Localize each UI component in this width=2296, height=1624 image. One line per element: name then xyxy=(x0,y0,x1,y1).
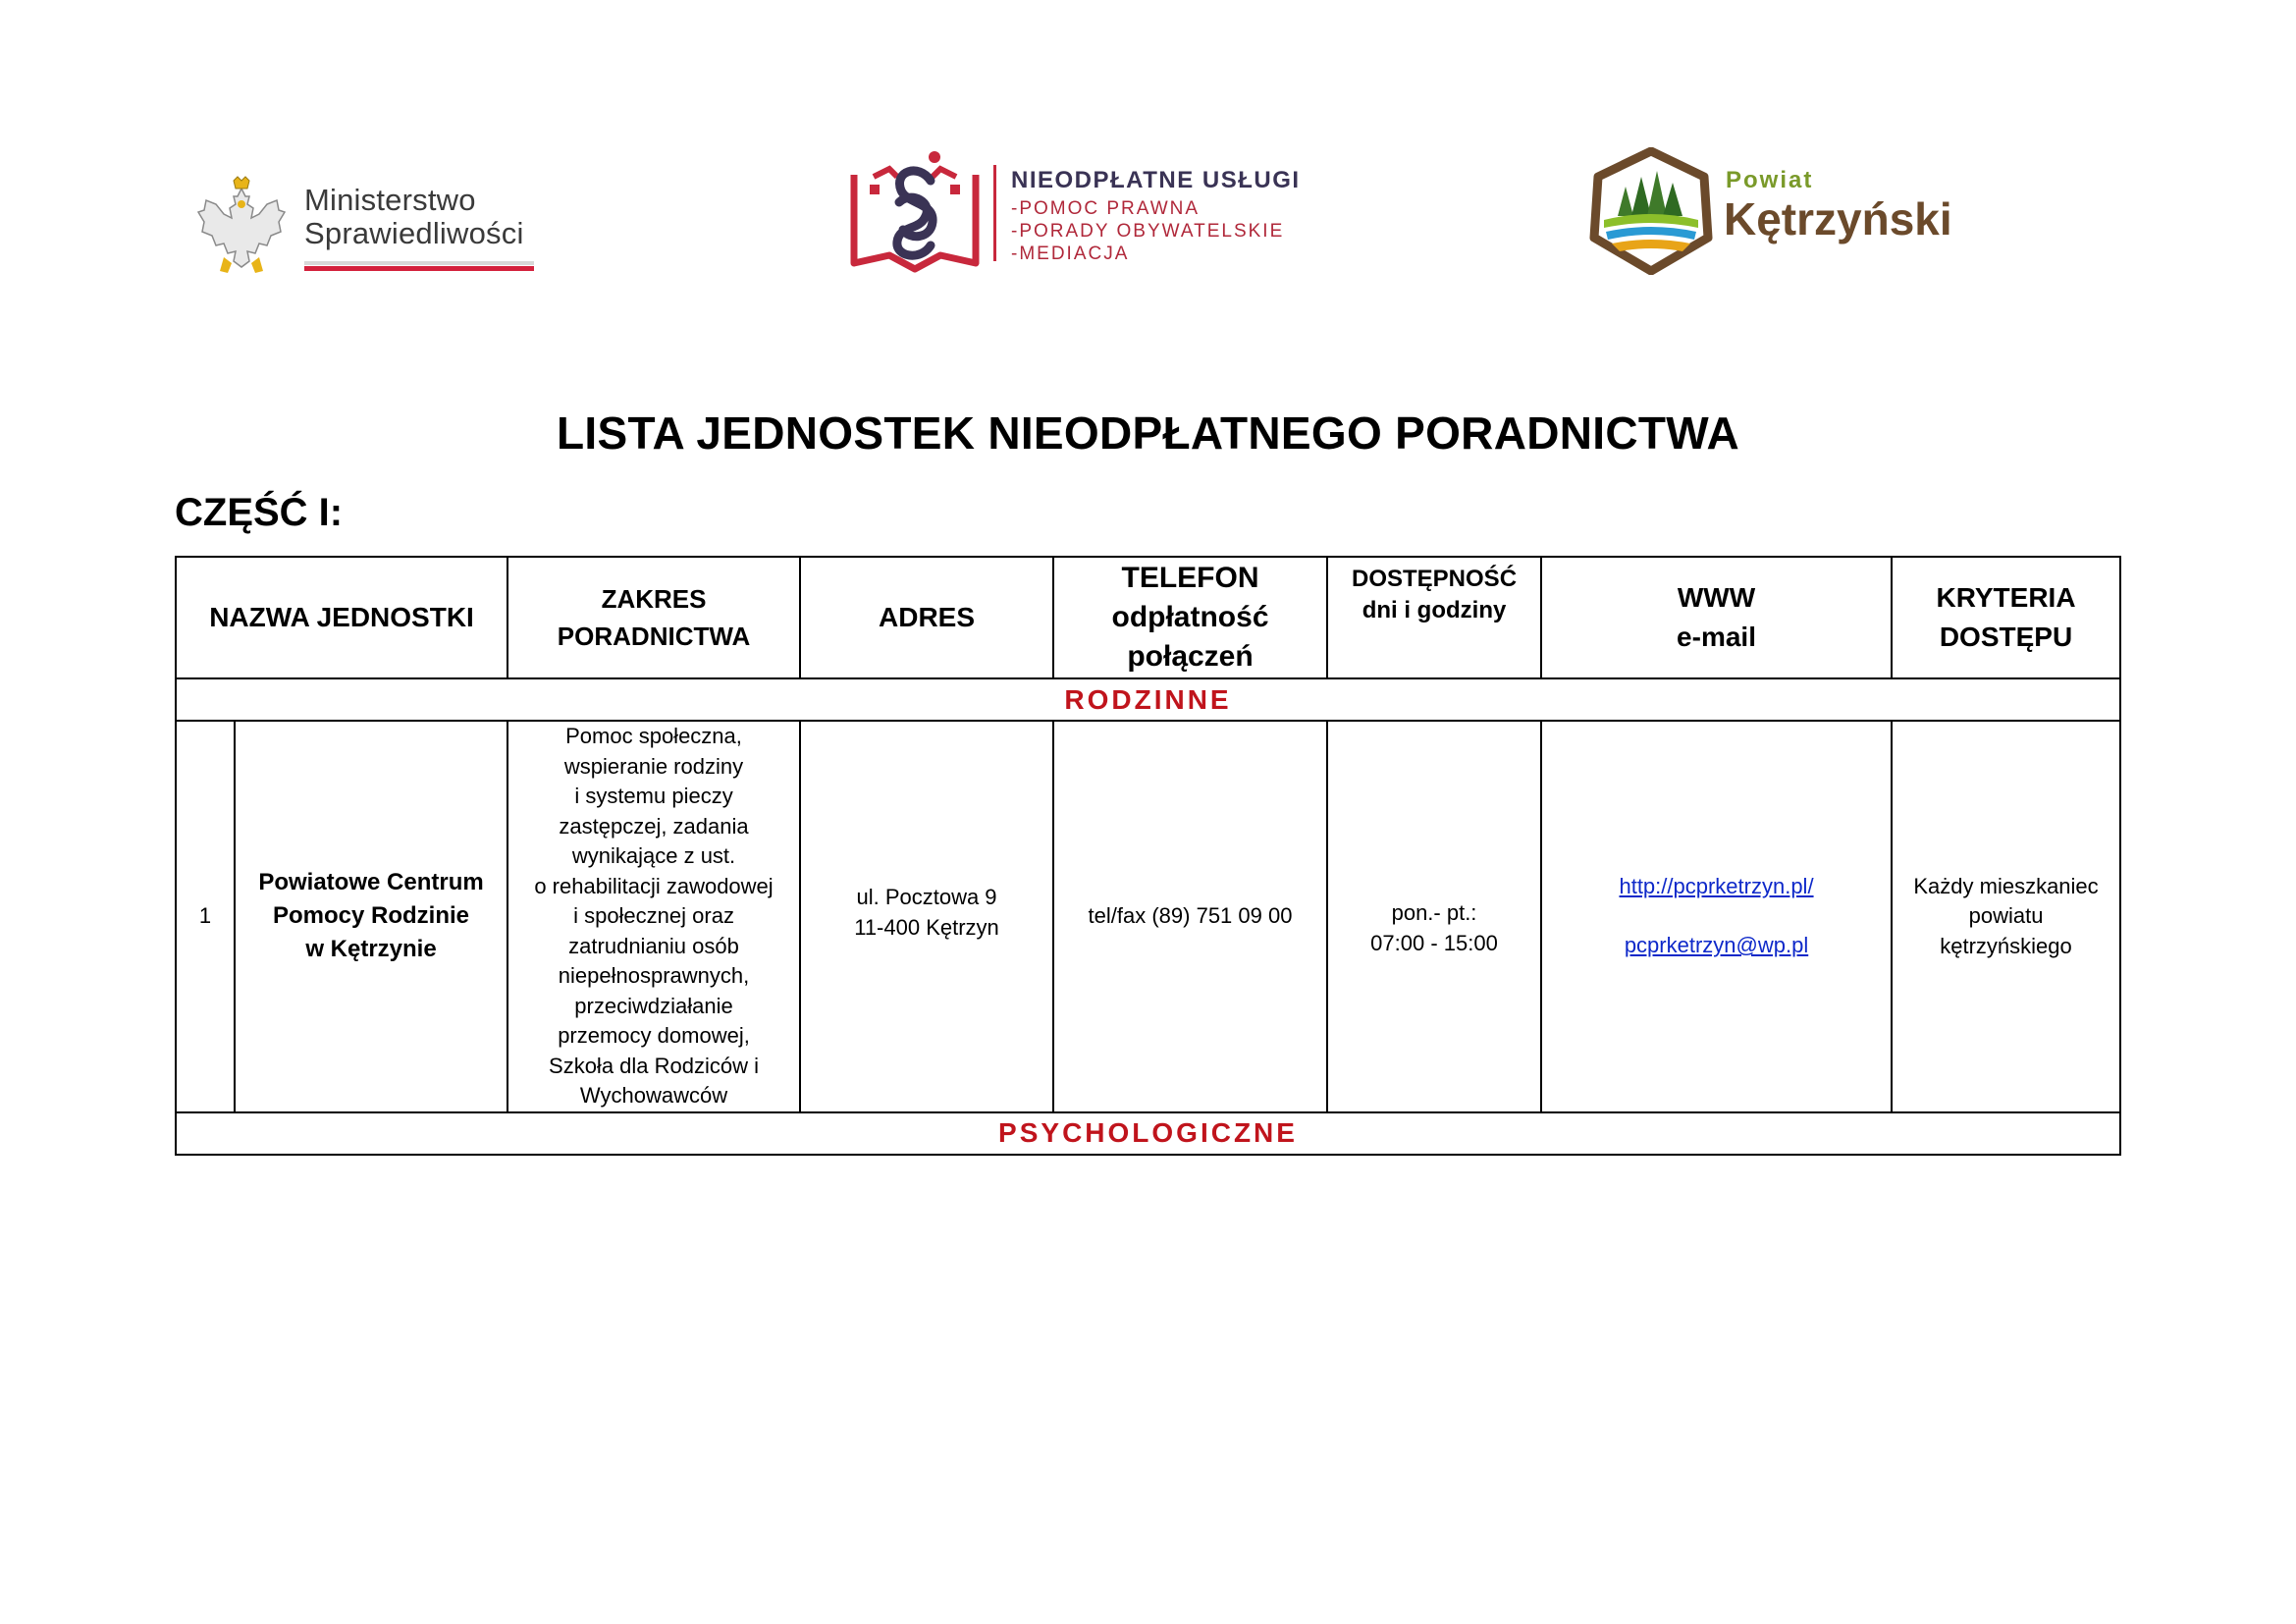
contact-spacer xyxy=(1542,901,1891,931)
ministry-logo xyxy=(194,175,548,283)
category-label: RODZINNE xyxy=(176,678,2120,721)
scope-line: i systemu pieczy xyxy=(574,784,733,808)
header-phone-line: odpłatność xyxy=(1111,601,1269,633)
unit-criteria xyxy=(1892,721,2120,1112)
scope-line: wynikające z ust. xyxy=(571,843,736,868)
website-link[interactable]: http://pcprketrzyn.pl/ xyxy=(1619,873,1814,898)
scope-line: przemocy domowej, xyxy=(558,1023,750,1048)
scope-line: przeciwdziałanie xyxy=(574,993,733,1018)
county-label-big: Kętrzyński xyxy=(1724,193,1952,244)
address-line: 11-400 Kętrzyn xyxy=(854,914,999,940)
ministry-name-line2: Sprawiedliwości xyxy=(304,216,524,250)
unit-name-line: Pomocy Rodzinie xyxy=(272,902,470,930)
scope-line: niepełnosprawnych, xyxy=(558,963,750,988)
unit-address xyxy=(800,721,1053,1112)
header-criteria-line: DOSTĘPU xyxy=(1939,622,2073,652)
scope-line: o rehabilitacji zawodowej xyxy=(534,873,774,898)
header-address: ADRES xyxy=(800,557,1053,678)
header-phone-line: połączeń xyxy=(1127,640,1254,673)
part-heading: CZĘŚĆ I: xyxy=(175,491,344,534)
header-scope-line: PORADNICTWA xyxy=(557,622,751,651)
unit-scope xyxy=(507,721,800,1112)
unit-phone: tel/fax (89) 751 09 00 xyxy=(1053,721,1327,1112)
unit-name-line: Powiatowe Centrum xyxy=(258,869,484,896)
free-services-logo xyxy=(850,147,1311,275)
scope-line: wspieranie rodziny xyxy=(563,753,744,779)
unit-availability xyxy=(1327,721,1541,1112)
header-criteria-line: KRYTERIA xyxy=(1936,582,2076,613)
header-availability-line: DOSTĘPNOŚĆ xyxy=(1352,566,1518,592)
document-title: LISTA JEDNOSTEK NIEODPŁATNEGO PORADNICTWA xyxy=(557,407,1739,459)
free-services-item: -MEDIACJA xyxy=(1011,244,1130,264)
units-table xyxy=(175,556,2121,1156)
header-scope-line: ZAKRES xyxy=(601,584,707,614)
table-header-row xyxy=(176,557,2120,678)
header-criteria xyxy=(1892,557,2120,678)
unit-name-line: w Kętrzynie xyxy=(305,936,437,963)
criteria-line: Każdy mieszkaniec xyxy=(1913,873,2099,898)
free-services-item: -POMOC PRAWNA xyxy=(1011,198,1201,219)
unit-contact xyxy=(1541,721,1892,1112)
scope-line: zastępczej, zadania xyxy=(559,813,749,839)
category-row xyxy=(176,1112,2120,1155)
county-logo xyxy=(1588,147,2001,275)
criteria-line: powiatu xyxy=(1968,903,2044,928)
ministry-flag-white xyxy=(304,261,534,265)
header-availability-line: dni i godziny xyxy=(1362,597,1507,623)
address-line: ul. Pocztowa 9 xyxy=(856,885,997,909)
county-badge-icon xyxy=(1588,147,1714,275)
header-name: NAZWA JEDNOSTKI xyxy=(176,557,507,678)
county-label-small: Powiat xyxy=(1726,167,1814,193)
scope-line: i społecznej oraz xyxy=(573,903,734,928)
header-scope xyxy=(507,557,800,678)
header-availability xyxy=(1327,557,1541,678)
scope-line: zatrudnianiu osób xyxy=(568,933,739,958)
header-phone-line: TELEFON xyxy=(1121,562,1259,594)
criteria-line: kętrzyńskiego xyxy=(1940,933,2072,958)
scope-line: Wychowawców xyxy=(579,1083,728,1108)
availability-line: 07:00 - 15:00 xyxy=(1370,930,1498,955)
email-link[interactable]: pcprketrzyn@wp.pl xyxy=(1624,933,1809,958)
eagle-emblem-icon xyxy=(194,175,289,277)
header-phone xyxy=(1053,557,1327,678)
unit-name xyxy=(235,721,507,1112)
scope-line: Pomoc społeczna, xyxy=(565,724,742,748)
availability-line: pon.- pt.: xyxy=(1391,900,1477,925)
free-services-item: -PORADY OBYWATELSKIE xyxy=(1011,221,1285,242)
ministry-name-line1: Ministerstwo xyxy=(304,183,476,217)
row-number: 1 xyxy=(176,721,235,1112)
ministry-flag-red xyxy=(304,266,534,271)
category-label: PSYCHOLOGICZNE xyxy=(176,1112,2120,1155)
header-www-line: e-mail xyxy=(1677,622,1756,652)
free-services-divider xyxy=(993,165,996,261)
category-row xyxy=(176,678,2120,721)
paragraph-book-icon xyxy=(850,147,980,275)
free-services-title: NIEODPŁATNE USŁUGI xyxy=(1011,167,1301,193)
scope-line: Szkoła dla Rodziców i xyxy=(549,1053,759,1078)
header-www-line: WWW xyxy=(1677,582,1756,613)
header-www xyxy=(1541,557,1892,678)
table-row xyxy=(176,721,2120,1112)
